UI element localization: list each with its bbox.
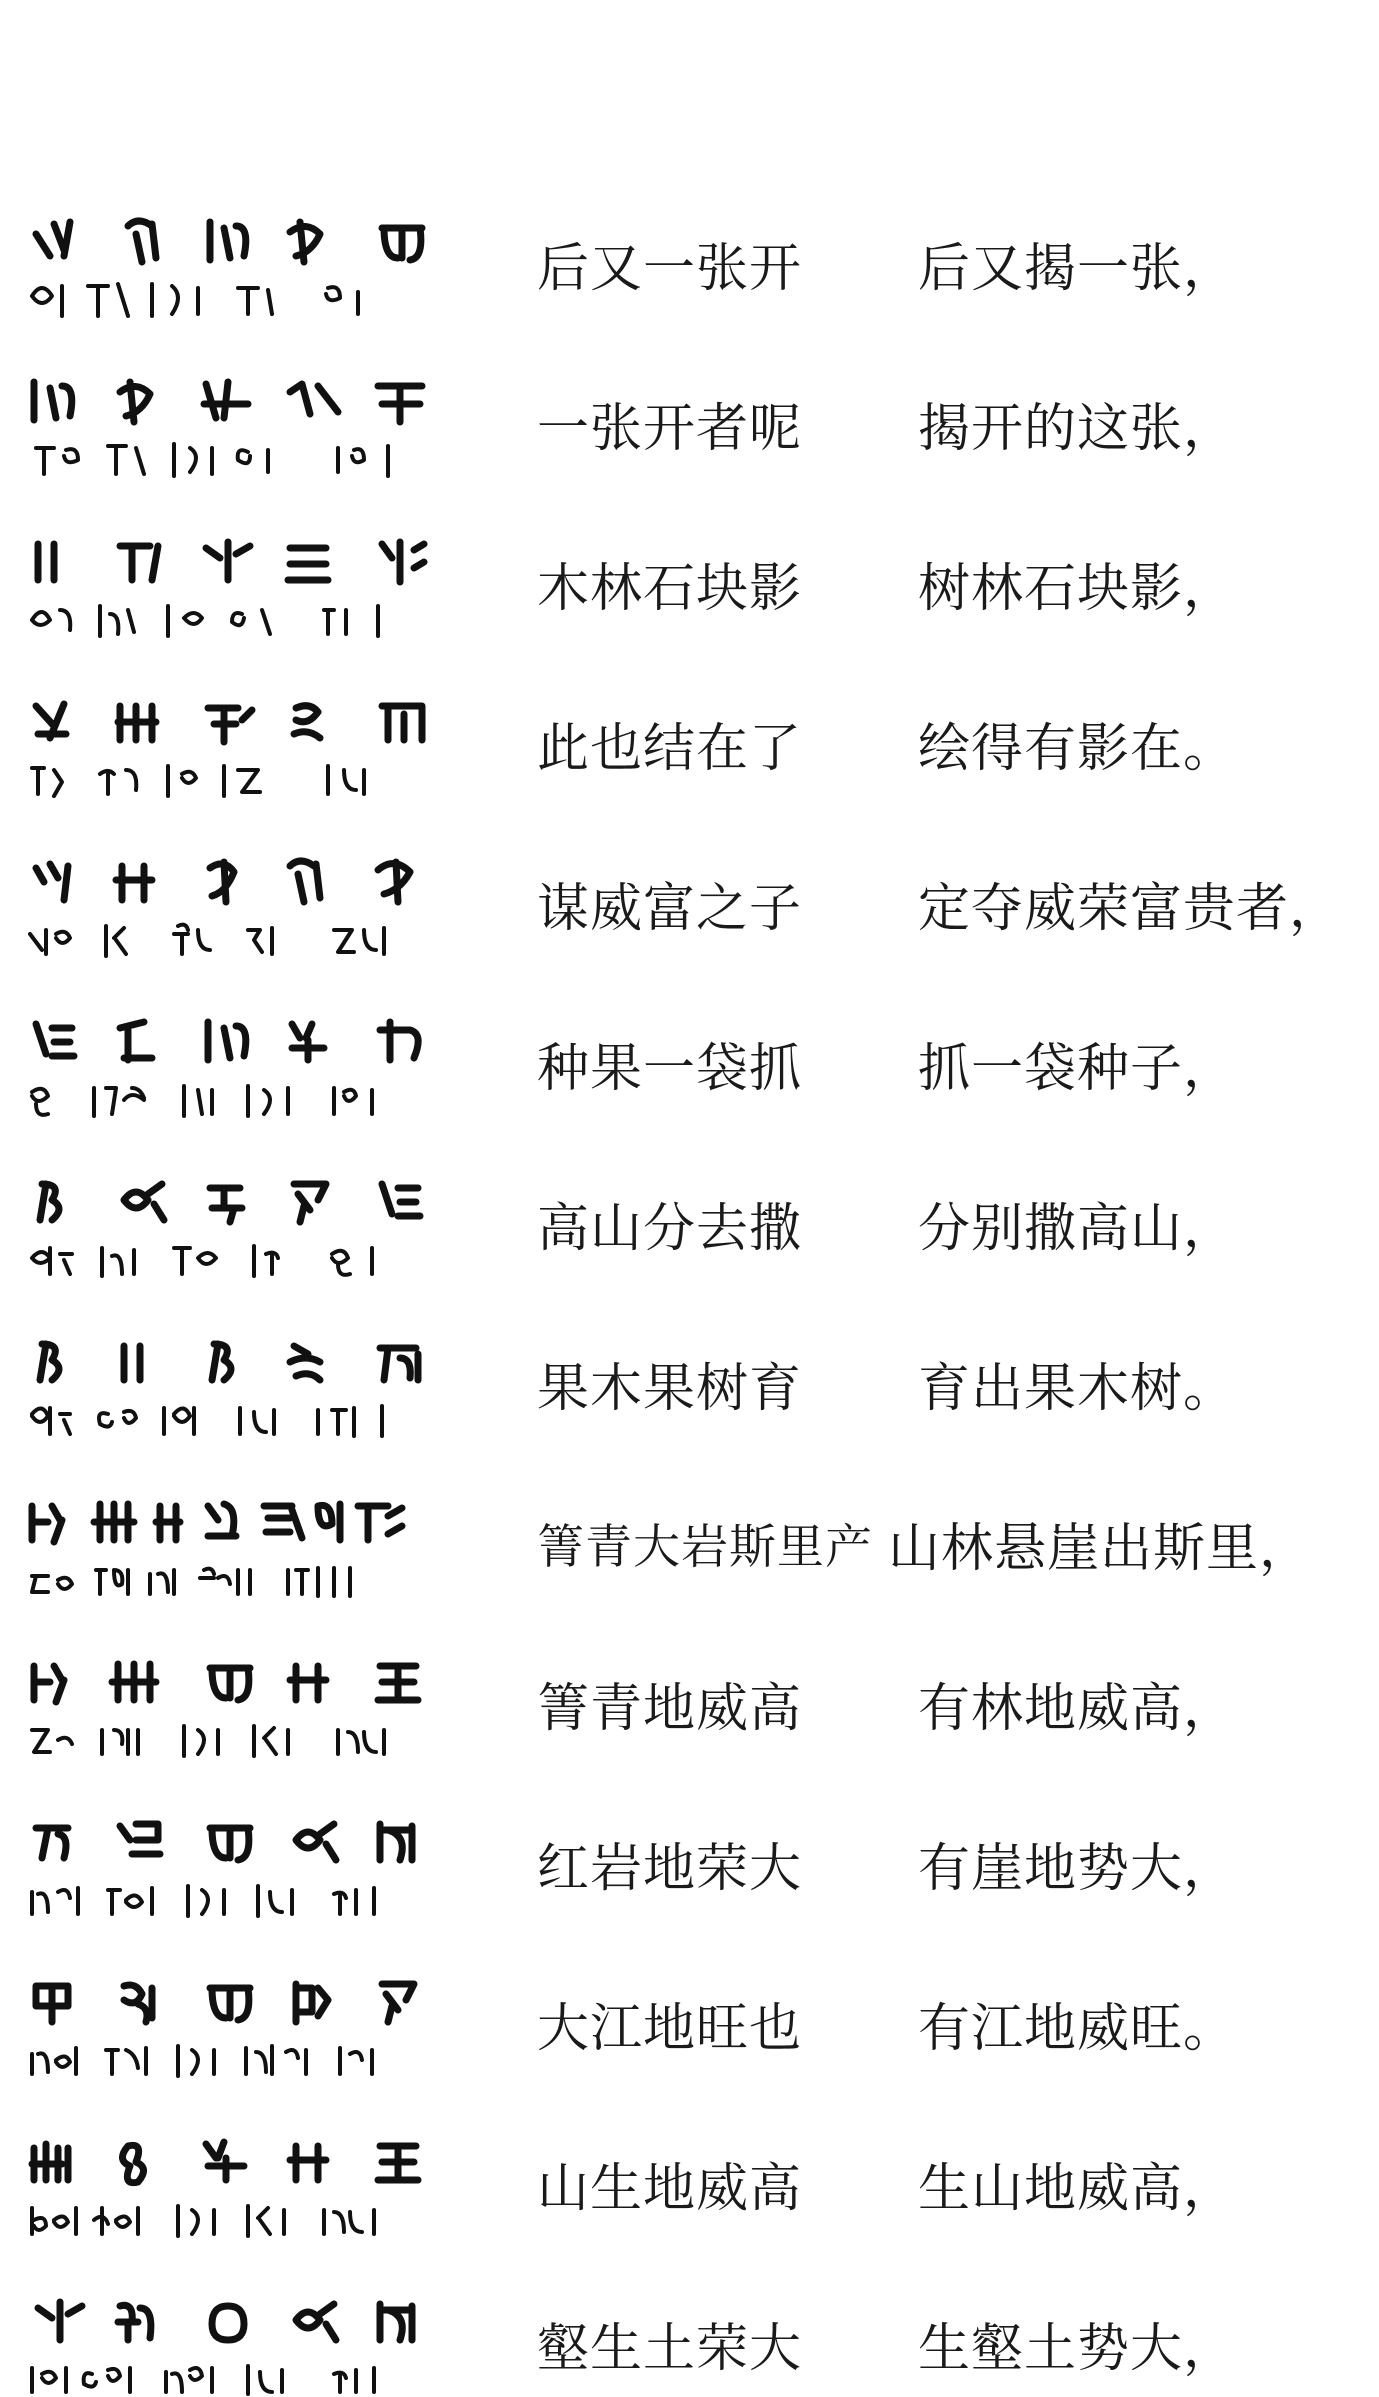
yi-script-image <box>28 1804 458 1930</box>
yi-translation: 种果一袋抓 <box>537 1039 803 1099</box>
chinese-translation: 生壑土势大， <box>918 2319 1237 2379</box>
chinese-translation: 有林地威高， <box>918 1679 1237 1739</box>
yi-script-image <box>28 1484 458 1610</box>
chinese-translation: 育出果木树。 <box>918 1359 1237 1419</box>
yi-translation: 后又一张开 <box>537 239 803 299</box>
chinese-translation: 定夺威荣富贵者， <box>918 879 1343 939</box>
yi-translation: 箐青地威高 <box>537 1679 803 1739</box>
verse-row <box>0 1800 1379 1960</box>
verse-row <box>0 1480 1379 1640</box>
yi-script-image <box>28 1004 458 1130</box>
yi-translation: 谋威富之子 <box>537 879 803 939</box>
verse-row <box>0 1960 1379 2120</box>
yi-script-image <box>28 684 458 810</box>
chinese-translation: 后又揭一张， <box>918 239 1237 299</box>
yi-translation: 大江地旺也 <box>537 1999 803 2059</box>
yi-translation: 一张开者呢 <box>537 399 803 459</box>
yi-translation: 高山分去撒 <box>537 1199 803 1259</box>
yi-translation: 红岩地荣大 <box>537 1839 803 1899</box>
yi-script-image <box>28 2124 458 2250</box>
verse-row <box>0 1000 1379 1160</box>
chinese-translation: 抓一袋种子， <box>918 1039 1237 1099</box>
verse-row <box>0 1320 1379 1480</box>
verse-row <box>0 840 1379 1000</box>
verse-row <box>0 200 1379 360</box>
yi-script-image <box>28 1964 458 2090</box>
chinese-translation: 绘得有影在。 <box>918 719 1237 779</box>
yi-script-image <box>28 1644 458 1770</box>
yi-translation: 果木果树育 <box>537 1359 803 1419</box>
chinese-translation: 有崖地势大， <box>918 1839 1237 1899</box>
yi-translation: 箐青大岩斯里产 <box>537 1520 873 1575</box>
yi-script-image <box>28 1324 458 1450</box>
chinese-translation: 山林悬崖出斯里， <box>888 1519 1313 1579</box>
yi-script-image <box>28 1164 458 1290</box>
verse-row <box>0 1640 1379 1800</box>
yi-script-image <box>28 364 458 490</box>
verse-row <box>0 2280 1379 2397</box>
yi-translation: 山生地威高 <box>537 2159 803 2219</box>
yi-script-image <box>28 844 458 970</box>
verse-row <box>0 2120 1379 2280</box>
chinese-translation: 有江地威旺。 <box>918 1999 1237 2059</box>
chinese-translation: 揭开的这张， <box>918 399 1237 459</box>
yi-script-image <box>28 524 458 650</box>
verse-row <box>0 520 1379 680</box>
yi-translation: 木林石块影 <box>537 559 803 619</box>
chinese-translation: 树林石块影， <box>918 559 1237 619</box>
verse-row <box>0 360 1379 520</box>
chinese-translation: 分别撒高山， <box>918 1199 1237 1259</box>
yi-translation: 此也结在了 <box>537 719 803 779</box>
yi-script-image <box>28 2284 458 2396</box>
yi-script-image <box>28 204 458 330</box>
verse-row <box>0 680 1379 840</box>
verse-row <box>0 1160 1379 1320</box>
yi-translation: 壑生土荣大 <box>537 2319 803 2379</box>
chinese-translation: 生山地威高， <box>918 2159 1237 2219</box>
